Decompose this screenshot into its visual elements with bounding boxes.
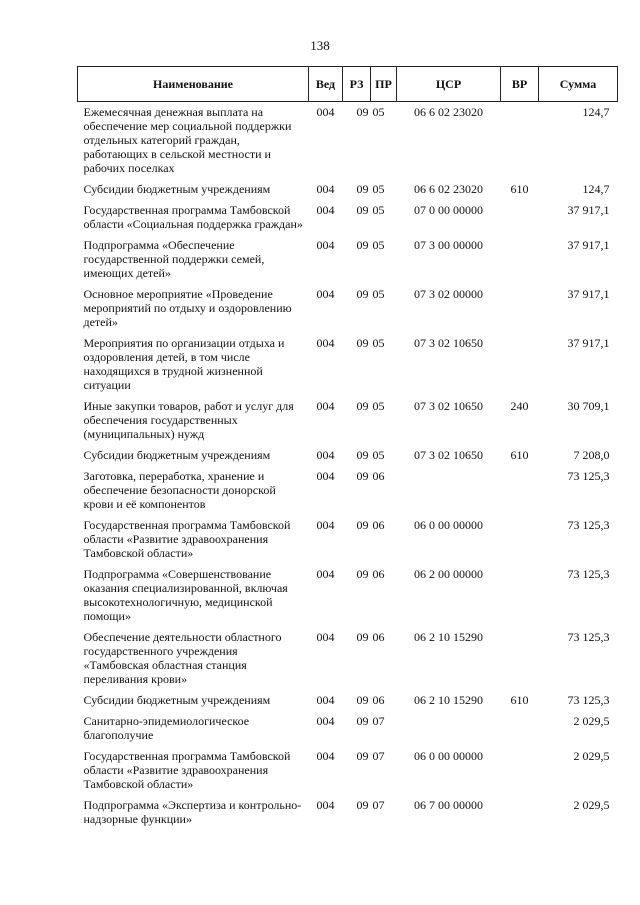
cell-rz: 09 [356, 287, 369, 301]
cell-name: Государственная программа Тамбовской области «Развитие здравоохранения Тамбовской области» [83, 749, 291, 791]
cell-rz: 09 [356, 105, 369, 119]
cell-vr: 240 [510, 399, 529, 413]
cell-pr: 05 [372, 287, 385, 301]
cell-rz: 09 [356, 693, 369, 707]
header-ved: Вед [309, 67, 343, 102]
cell-ved: 004 [316, 336, 335, 350]
cell-ved: 004 [316, 630, 335, 644]
cell-pr: 06 [372, 630, 385, 644]
cell-ved: 004 [316, 518, 335, 532]
cell-pr: 06 [372, 518, 385, 532]
table-header [78, 67, 618, 102]
cell-pr: 07 [372, 798, 385, 812]
table-row [78, 179, 618, 200]
cell-rz: 09 [356, 238, 369, 252]
cell-rz: 09 [356, 798, 369, 812]
cell-ved: 004 [316, 105, 335, 119]
cell-vr [501, 711, 539, 746]
cell-sum: 37 917,1 [567, 238, 610, 252]
cell-csr: 06 0 00 00000 [414, 518, 483, 532]
cell-vr: 610 [510, 182, 529, 196]
cell-vr [501, 102, 539, 180]
table-row [78, 515, 618, 564]
cell-vr [501, 515, 539, 564]
cell-sum: 30 709,1 [567, 399, 610, 413]
cell-ved: 004 [316, 567, 335, 581]
cell-ved: 004 [316, 693, 335, 707]
cell-ved: 004 [316, 203, 335, 217]
cell-pr: 07 [372, 749, 385, 763]
cell-pr: 05 [372, 399, 385, 413]
cell-rz: 09 [356, 749, 369, 763]
cell-sum: 73 125,3 [567, 518, 610, 532]
cell-sum: 7 208,0 [573, 448, 610, 462]
cell-sum: 37 917,1 [567, 203, 610, 217]
table-row [78, 396, 618, 445]
cell-sum: 73 125,3 [567, 630, 610, 644]
cell-pr: 06 [372, 693, 385, 707]
cell-pr: 05 [372, 336, 385, 350]
cell-name: Основное мероприятие «Проведение мероприятий по отдыху и оздоровлению детей» [83, 287, 292, 329]
cell-pr: 07 [372, 714, 385, 728]
cell-ved: 004 [316, 798, 335, 812]
cell-rz: 09 [356, 714, 369, 728]
cell-name: Подпрограмма «Экспертиза и контрольно-надзорные функции» [83, 798, 302, 826]
cell-sum: 73 125,3 [567, 693, 610, 707]
cell-ved: 004 [316, 287, 335, 301]
budget-table [77, 66, 618, 830]
cell-pr: 06 [372, 567, 385, 581]
cell-sum: 124,7 [582, 105, 610, 119]
header-csr: ЦСР [397, 67, 501, 102]
header-sum: Сумма [539, 67, 618, 102]
cell-sum: 73 125,3 [567, 567, 610, 581]
cell-pr: 06 [372, 469, 385, 483]
cell-rz: 09 [356, 469, 369, 483]
cell-pr: 05 [372, 238, 385, 252]
cell-rz: 09 [356, 203, 369, 217]
cell-name: Подпрограмма «Обеспечение государственной поддержки семей, имеющих детей» [83, 238, 265, 280]
cell-csr: 07 3 02 10650 [414, 448, 483, 462]
cell-vr: 610 [510, 693, 529, 707]
cell-csr [397, 466, 501, 515]
table-row [78, 690, 618, 711]
cell-name: Подпрограмма «Совершенствование оказания специализированной, включая высокотехнологичную, медицинской помощи» [83, 567, 288, 623]
cell-pr: 05 [372, 203, 385, 217]
header-pr: ПР [371, 67, 397, 102]
cell-vr [501, 795, 539, 830]
cell-name: Субсидии бюджетным учреждениям [83, 448, 271, 462]
cell-rz: 09 [356, 399, 369, 413]
cell-sum: 2 029,5 [573, 749, 610, 763]
table-row [78, 284, 618, 333]
cell-csr: 07 0 00 00000 [414, 203, 483, 217]
cell-name: Иные закупки товаров, работ и услуг для обеспечения государственных (муниципальных) нужд [83, 399, 294, 441]
cell-sum: 2 029,5 [573, 714, 610, 728]
cell-name: Субсидии бюджетным учреждениям [83, 693, 271, 707]
cell-pr: 05 [372, 182, 385, 196]
cell-vr [501, 564, 539, 627]
cell-rz: 09 [356, 182, 369, 196]
cell-sum: 37 917,1 [567, 287, 610, 301]
cell-csr: 07 3 00 00000 [414, 238, 483, 252]
cell-name: Ежемесячная денежная выплата на обеспечение мер социальной поддержки отдельных категорий граждан, работающих в сельской местности и рабочих поселках [83, 105, 292, 175]
cell-sum: 124,7 [582, 182, 610, 196]
header-vr: ВР [501, 67, 539, 102]
cell-name: Санитарно-эпидемиологическое благополучие [83, 714, 250, 742]
cell-sum: 73 125,3 [567, 469, 610, 483]
cell-name: Обеспечение деятельности областного государственного учреждения «Тамбовская областная станция переливания крови» [83, 630, 282, 686]
cell-csr: 06 6 02 23020 [414, 182, 483, 196]
header-rz: РЗ [343, 67, 371, 102]
cell-name: Мероприятия по организации отдыха и оздоровления детей, в том числе находящихся в трудной жизненной ситуации [83, 336, 285, 392]
cell-name: Государственная программа Тамбовской области «Развитие здравоохранения Тамбовской области» [83, 518, 291, 560]
cell-vr [501, 333, 539, 396]
cell-vr [501, 200, 539, 235]
cell-vr [501, 284, 539, 333]
header-name: Наименование [78, 67, 309, 102]
cell-pr: 05 [372, 448, 385, 462]
cell-rz: 09 [356, 336, 369, 350]
cell-csr: 07 3 02 10650 [414, 336, 483, 350]
cell-csr: 06 2 10 15290 [414, 693, 483, 707]
cell-sum: 37 917,1 [567, 336, 610, 350]
cell-sum: 2 029,5 [573, 798, 610, 812]
cell-vr [501, 627, 539, 690]
table-row [78, 466, 618, 515]
cell-csr: 07 3 02 10650 [414, 399, 483, 413]
cell-csr: 07 3 02 00000 [414, 287, 483, 301]
table-row [78, 200, 618, 235]
cell-name: Государственная программа Тамбовской области «Социальная поддержка граждан» [83, 203, 303, 231]
cell-rz: 09 [356, 630, 369, 644]
table-row [78, 102, 618, 180]
cell-ved: 004 [316, 238, 335, 252]
cell-ved: 004 [316, 469, 335, 483]
table-row [78, 795, 618, 830]
cell-vr [501, 466, 539, 515]
table-row [78, 564, 618, 627]
page-number: 138 [310, 38, 330, 53]
table-body [78, 102, 618, 831]
cell-rz: 09 [356, 518, 369, 532]
cell-rz: 09 [356, 567, 369, 581]
table-row [78, 235, 618, 284]
cell-csr: 06 0 00 00000 [414, 749, 483, 763]
cell-csr: 06 2 10 15290 [414, 630, 483, 644]
cell-csr: 06 2 00 00000 [414, 567, 483, 581]
table-row [78, 333, 618, 396]
cell-ved: 004 [316, 714, 335, 728]
cell-vr [501, 746, 539, 795]
cell-vr: 610 [510, 448, 529, 462]
table-row [78, 627, 618, 690]
cell-rz: 09 [356, 448, 369, 462]
cell-pr: 05 [372, 105, 385, 119]
cell-vr [501, 235, 539, 284]
cell-csr [397, 711, 501, 746]
cell-ved: 004 [316, 182, 335, 196]
cell-ved: 004 [316, 749, 335, 763]
table-row [78, 746, 618, 795]
cell-name: Субсидии бюджетным учреждениям [83, 182, 271, 196]
cell-name: Заготовка, переработка, хранение и обеспечение безопасности донорской крови и её компонентов [83, 469, 276, 511]
cell-csr: 06 7 00 00000 [414, 798, 483, 812]
table-row [78, 445, 618, 466]
table-row [78, 711, 618, 746]
cell-ved: 004 [316, 448, 335, 462]
cell-ved: 004 [316, 399, 335, 413]
cell-csr: 06 6 02 23020 [414, 105, 483, 119]
